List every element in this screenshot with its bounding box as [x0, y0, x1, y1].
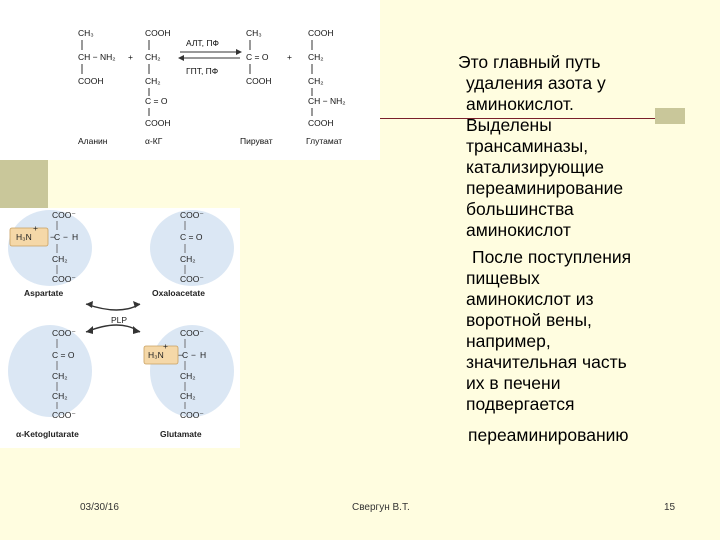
glutamate-line-1: COOH — [308, 28, 334, 38]
aspartate-coo-bottom: COO⁻ — [52, 274, 76, 284]
pyruvate-line-2: C = O — [246, 52, 269, 62]
alanine-name: Аланин — [78, 136, 108, 146]
glutamate-line-5: COOH — [308, 118, 334, 128]
text-line: трансаминазы, — [466, 136, 589, 156]
text-line: удаления азота у — [466, 73, 606, 93]
text-line: Выделены — [466, 115, 552, 135]
text-line: значительная часть — [466, 352, 627, 372]
ketoglutarate-co: C = O — [52, 350, 75, 360]
text-line: подвергается — [466, 394, 575, 414]
text-line: аминокислот из — [466, 289, 594, 309]
glutamate-name: Глутамат — [306, 136, 343, 146]
alanine-line-2: CH − NH₂ — [78, 52, 116, 62]
text-line: катализирующие — [466, 157, 605, 177]
paragraph-liver — [458, 247, 698, 415]
glutamate-coo-top: COO⁻ — [180, 328, 204, 338]
pyruvate-line-3: COOH — [246, 76, 272, 86]
text-line: Это главный путь — [458, 52, 601, 72]
text-line: их в печени — [466, 373, 561, 393]
glutamate-plus-charge: + — [163, 341, 168, 351]
glutamate-line-3: CH₂ — [308, 76, 324, 86]
reaction-scheme — [0, 0, 380, 160]
ketoglutarate-ch2-1: CH₂ — [52, 371, 68, 381]
oxaloacetate-coo-bottom: COO⁻ — [180, 274, 204, 284]
footer-date: 03/30/16 — [80, 502, 119, 513]
aspartate-bond-2: − — [63, 232, 68, 242]
text-line: переаминирование — [466, 178, 624, 198]
glutamate-h3n: H₃N — [148, 350, 164, 360]
enzyme-forward-label: АЛТ, ПФ — [186, 38, 219, 48]
aspartate-coo-top: COO⁻ — [52, 210, 76, 220]
aspartate-h: H — [72, 232, 79, 242]
slide-body-text — [458, 52, 698, 446]
aspartate-h3n: H₃N — [16, 232, 32, 242]
ketoglutarate-label: α-Ketoglutarate — [16, 429, 79, 439]
oxaloacetate-label: Oxaloacetate — [152, 288, 205, 298]
text-line-last: переаминированию — [468, 425, 629, 445]
footer-author: Свергун В.Т. — [352, 502, 410, 513]
text-line: аминокислот. — [466, 94, 574, 114]
aspartate-ch2: CH₂ — [52, 254, 68, 264]
ketoglutarate-halo — [8, 325, 92, 417]
ketoglutarate-coo-bottom: COO⁻ — [52, 410, 76, 420]
aspartate-bond-1: − — [50, 232, 55, 242]
transamination-scheme — [0, 208, 240, 448]
ketoglutarate-coo-top: COO⁻ — [52, 328, 76, 338]
akg-line-5: COOH — [145, 118, 171, 128]
plus-2: + — [287, 52, 292, 62]
alanine-transamination-figure — [0, 0, 380, 160]
aspartate-c-alpha: C — [54, 232, 61, 242]
pyruvate-name: Пируват — [240, 136, 273, 146]
oxaloacetate-ch2: CH₂ — [180, 254, 196, 264]
glutamate-coo-bottom: COO⁻ — [180, 410, 204, 420]
decorative-square — [0, 160, 48, 208]
enzyme-reverse-label: ГПТ, ПФ — [186, 66, 219, 76]
footer-page-number: 15 — [664, 502, 676, 513]
aspartate-plus-charge: + — [33, 223, 38, 233]
plus-1: + — [128, 52, 133, 62]
text-line: например, — [466, 331, 551, 351]
glutamate-line-4: CH − NH₂ — [308, 96, 346, 106]
pyruvate-line-1: CH₃ — [246, 28, 262, 38]
oxaloacetate-coo-top: COO⁻ — [180, 210, 204, 220]
alanine-line-1: CH₃ — [78, 28, 94, 38]
text-line: После поступления — [472, 247, 632, 267]
glutamate-ch2-2: CH₂ — [180, 391, 196, 401]
arrow-ketoglutarate-glutamate — [86, 325, 140, 332]
text-line: аминокислот — [466, 220, 571, 240]
glutamate-label: Glutamate — [160, 429, 202, 439]
text-line: воротной вены, — [466, 310, 592, 330]
paragraph-main-path — [458, 52, 698, 241]
text-line: большинства — [466, 199, 574, 219]
oxaloacetate-co: C = O — [180, 232, 203, 242]
glutamate-ch2-1: CH₂ — [180, 371, 196, 381]
plp-label: PLP — [111, 315, 128, 325]
akg-line-1: COOH — [145, 28, 171, 38]
akg-name: α-КГ — [145, 136, 163, 146]
alanine-line-3: COOH — [78, 76, 104, 86]
akg-line-4: C = O — [145, 96, 168, 106]
glutamate-bond-2: − — [191, 350, 196, 360]
arrow-aspartate-oxaloacetate — [86, 304, 140, 310]
akg-line-3: CH₂ — [145, 76, 161, 86]
text-line: пищевых — [466, 268, 540, 288]
aspartate-halo — [8, 210, 92, 286]
glutamate-line-2: CH₂ — [308, 52, 324, 62]
aspartate-transamination-figure — [0, 208, 240, 448]
glutamate-c-alpha: C — [182, 350, 189, 360]
akg-line-2: CH₂ — [145, 52, 161, 62]
aspartate-label: Aspartate — [24, 288, 64, 298]
ketoglutarate-ch2-2: CH₂ — [52, 391, 68, 401]
glutamate-bond-1: − — [178, 350, 183, 360]
glutamate-h: H — [200, 350, 207, 360]
